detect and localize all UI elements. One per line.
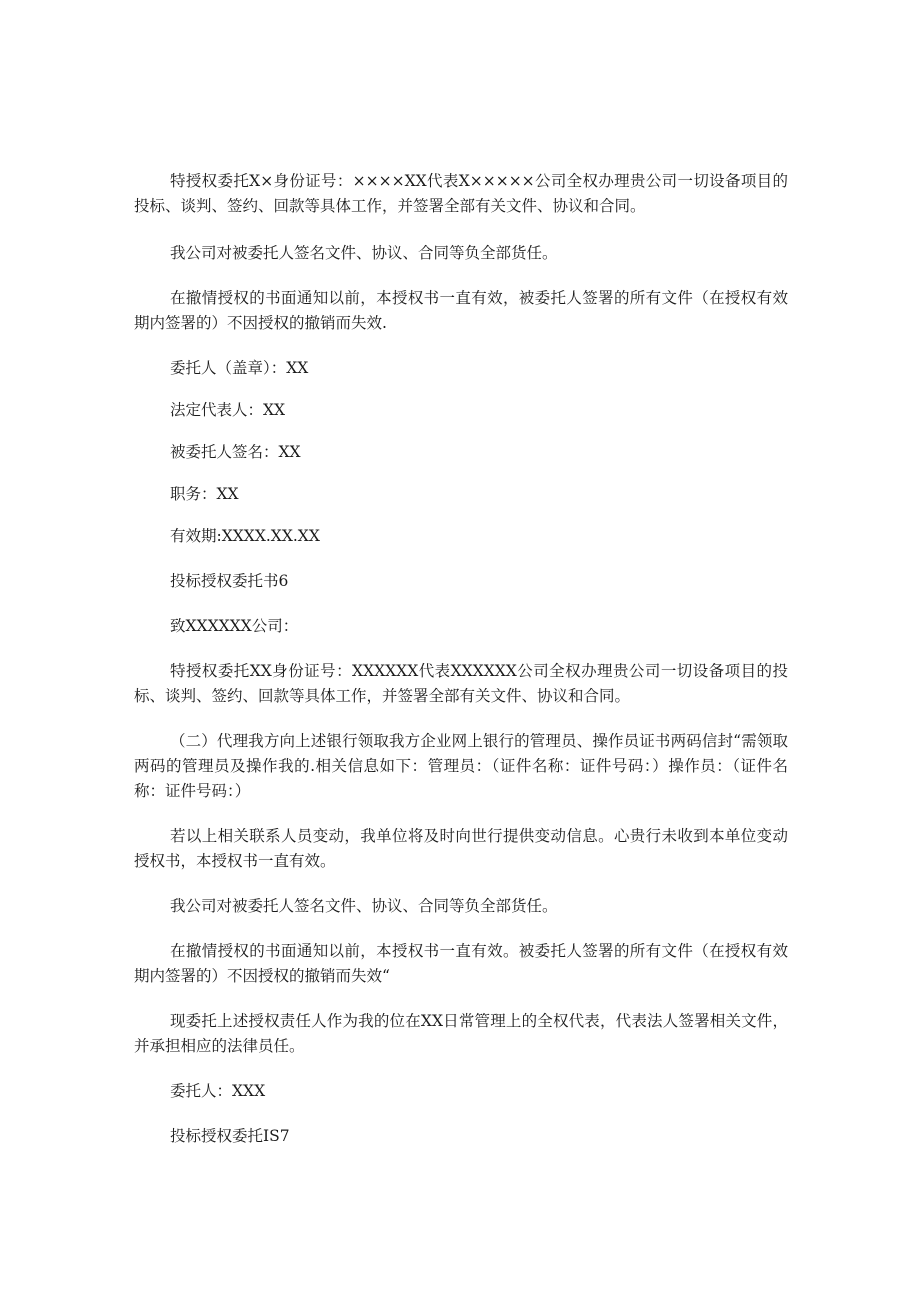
addressee-line: 致XXXXXX公司： [170,617,299,635]
section-heading-6: 投标授权委托书6 [170,572,289,590]
field-position: 职务：XX [170,485,239,503]
paragraph-contact-change: 若以上相关联系人员变动，我单位将及时向世行提供变动信息。心贵行未收到本单位变动授权书，本授权书一直有效。 [134,827,788,870]
field-principal-seal: 委托人（盖章）：XX [170,359,309,377]
paragraph-responsibility-1: 我公司对被委托人签名文件、协议、合同等负全部货任。 [170,244,558,262]
paragraph-bank-agent: （二）代理我方向上述银行领取我方企业网上银行的管理员、操作员证书两码信封“需领取两码的管理员及操作我的.相关信息如下：管理员：（证件名称：证件号码：）操作员：（证件名称：证件号码：） [134,732,788,800]
document-body [134,169,788,1169]
paragraph-authorization-2: 特授权委托XX身份证号：XXXXXX代表XXXXXX公司全权办理贵公司一切设备项目的投标、谈判、签约、回款等具体工作，并签署全部有关文件、协议和合同。 [134,662,788,705]
paragraph-delegation: 现委托上述授权责任人作为我的位在XX日常管理上的全权代表，代表法人签署相关文件，并承担相应的法律员任。 [134,1012,788,1055]
paragraph-responsibility-2: 我公司对被委托人签名文件、协议、合同等负全部货任。 [170,897,558,915]
field-agent-signature: 被委托人签名：XX [170,443,301,461]
section-heading-7: 投标授权委托IS7 [170,1127,290,1145]
field-legal-representative: 法定代表人：XX [170,401,286,419]
paragraph-validity-2: 在撤情授权的书面通知以前，本授权书一直有效。被委托人签署的所有文件（在授权有效期内签署的）不因授权的撤销而失效“ [134,942,788,985]
paragraph-authorization-1: 特授权委托X×身份证号：××××XX代表X×××××公司全权办理贵公司一切设备项目的投标、谈判、签约、回款等具体工作，并签署全部有关文件、协议和合同。 [134,172,788,215]
field-validity-period: 有效期:XXXX.XX.XX [170,527,320,545]
field-principal: 委托人：XXX [170,1082,266,1100]
paragraph-validity-1: 在撤情授权的书面通知以前，本授权书一直有效，被委托人签署的所有文件（在授权有效期内签署的）不因授权的撤销而失效. [134,289,788,332]
